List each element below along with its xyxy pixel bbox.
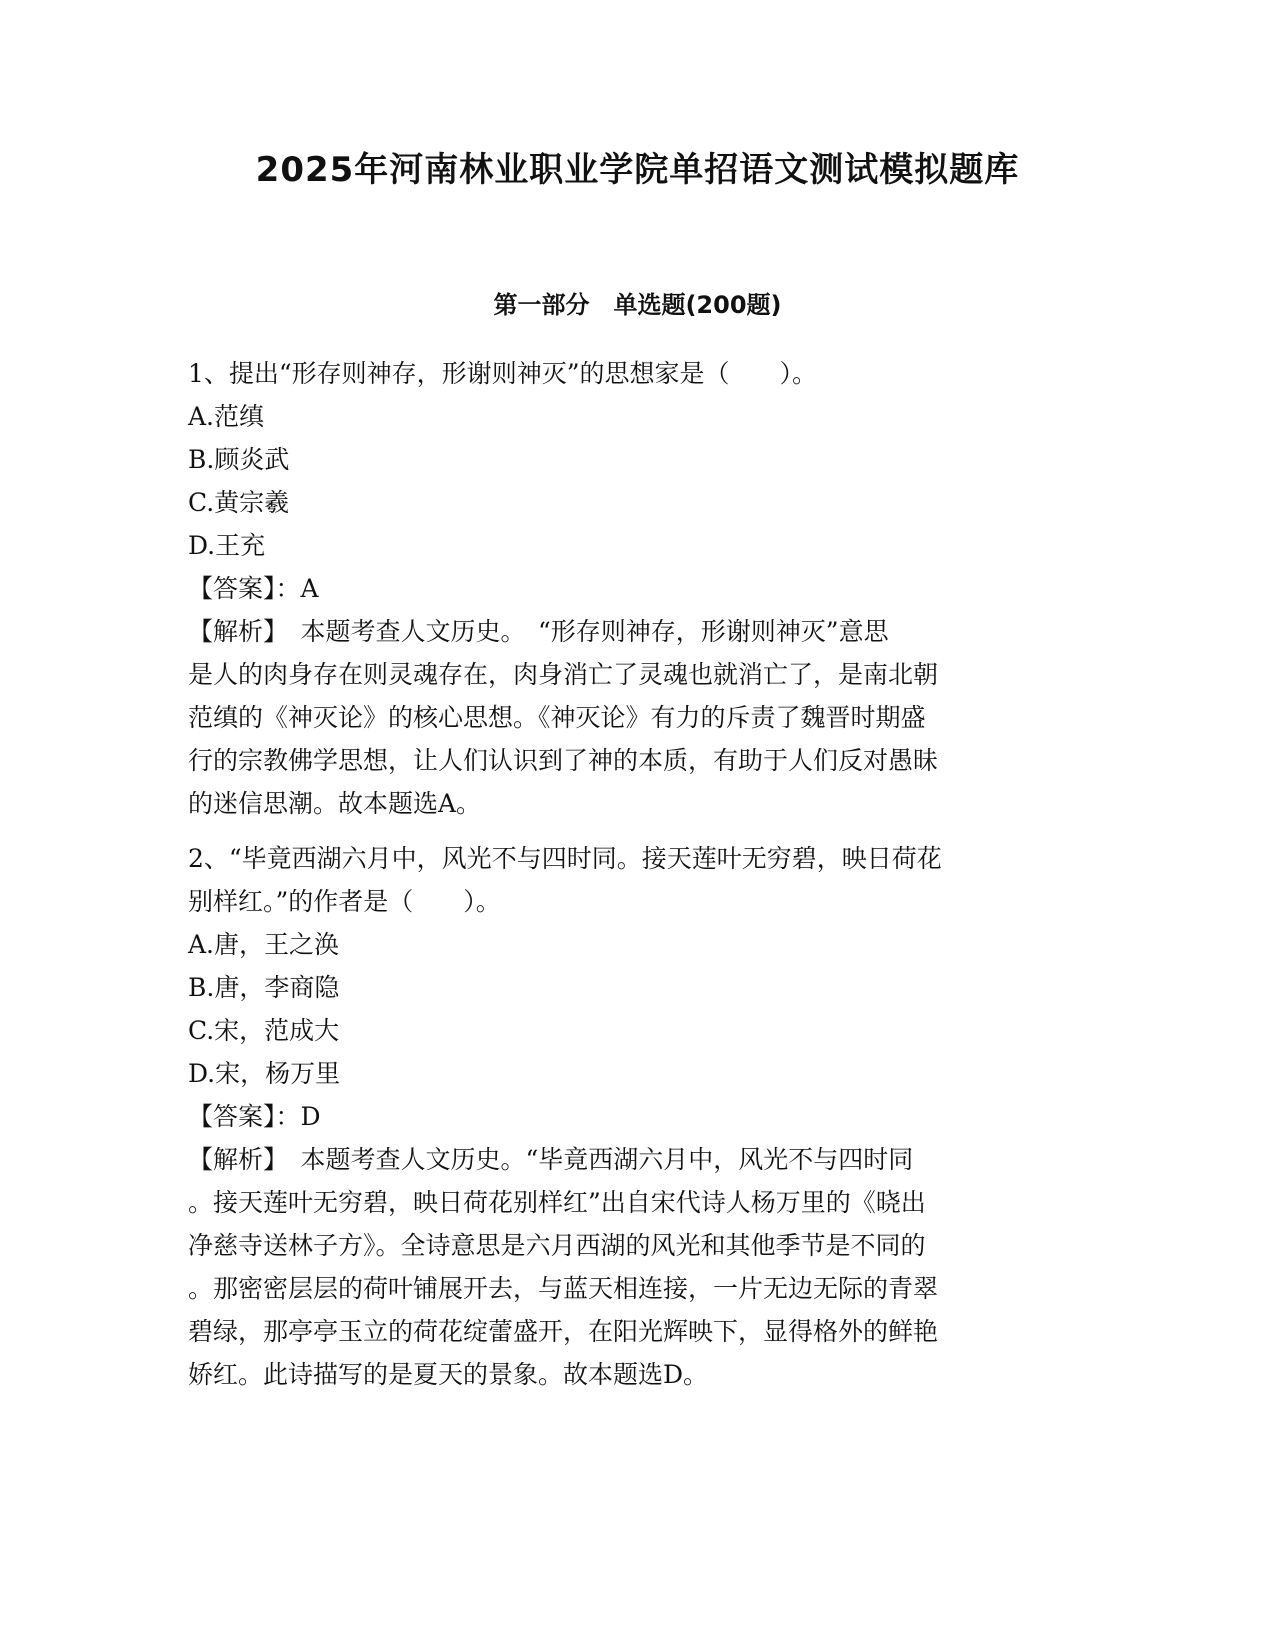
analysis-line: 范缜的《神灭论》的核心思想。《神灭论》有力的斥责了魏晋时期盛 [188,703,926,732]
analysis-line: 【解析】 本题考查人文历史。 “形存则神存，形谢则神灭”意思 [188,617,889,646]
option-b: B.顾炎武 [188,445,290,474]
analysis-line: 【解析】 本题考查人文历史。“毕竟西湖六月中，风光不与四时同 [188,1145,914,1174]
option-a: A.唐，王之涣 [188,930,340,959]
option-c: C.宋，范成大 [188,1016,340,1045]
answer-line: 【答案】：D [188,1102,321,1131]
option-d: D.宋，杨万里 [188,1059,341,1088]
option-c: C.黄宗羲 [188,488,290,517]
option-a: A.范缜 [188,402,265,431]
question-stem: 别样红。”的作者是（ ）。 [188,887,501,916]
section-title: 第一部分 单选题(200题) [493,291,782,319]
analysis-line: 娇红。此诗描写的是夏天的景象。故本题选D。 [188,1360,709,1389]
analysis-line: 。那密密层层的荷叶铺展开去，与蓝天相连接，一片无边无际的青翠 [188,1274,939,1303]
analysis-line: 行的宗教佛学思想，让人们认识到了神的本质，有助于人们反对愚昧 [188,746,939,775]
question-list [188,352,1078,1396]
question-2 [188,837,1078,1396]
analysis-line: 是人的肉身存在则灵魂存在，肉身消亡了灵魂也就消亡了，是南北朝 [188,660,939,689]
option-b: B.唐，李商隐 [188,973,340,1002]
analysis-line: 。接天莲叶无穷碧，映日荷花别样红”出自宋代诗人杨万里的《晓出 [188,1188,926,1217]
question-1 [188,352,1078,825]
question-stem: 2、“毕竟西湖六月中，风光不与四时同。接天莲叶无穷碧，映日荷花 [188,844,942,873]
answer-line: 【答案】：A [188,574,319,603]
analysis-line: 的迷信思潮。故本题选A。 [188,789,482,818]
analysis-line: 碧绿，那亭亭玉立的荷花绽蕾盛开，在阳光辉映下，显得格外的鲜艳 [188,1317,939,1346]
question-stem: 1、提出“形存则神存，形谢则神灭”的思想家是（ ）。 [188,359,817,388]
option-d: D.王充 [188,531,266,560]
document-title: 2025年河南林业职业学院单招语文测试模拟题库 [255,150,1020,190]
question-spacer [188,825,1078,837]
analysis-line: 净慈寺送林子方》。全诗意思是六月西湖的风光和其他季节是不同的 [188,1231,926,1260]
